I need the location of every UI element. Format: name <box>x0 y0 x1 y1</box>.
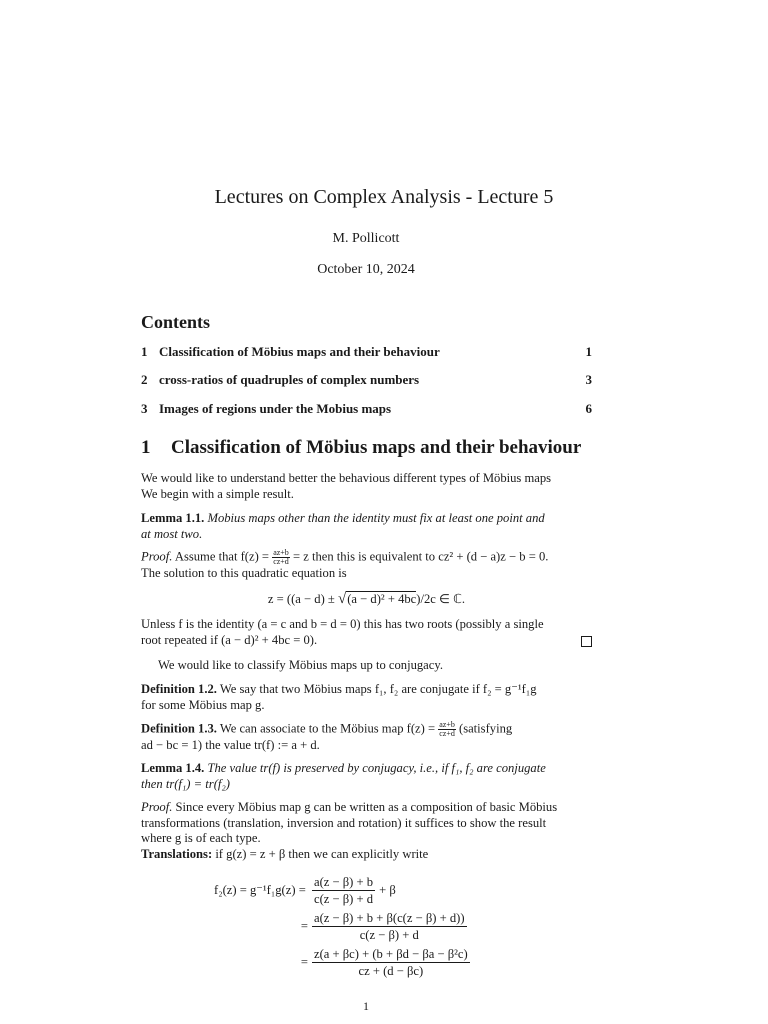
page-number: 1 <box>363 999 369 1013</box>
fraction <box>272 549 290 566</box>
numerator: z(a + βc) + (b + βd − βa − β²c) <box>314 946 468 961</box>
fraction <box>312 946 470 979</box>
lemma-text: Mobius maps other than the identity must fix at least one point and <box>207 511 545 525</box>
lemma-1-1 <box>141 511 592 542</box>
toc-title[interactable]: Classification of Möbius maps and their behaviour <box>159 344 440 359</box>
denominator: cz+d <box>273 557 289 566</box>
intro-paragraph <box>141 471 592 502</box>
lemma-text: at most two. <box>141 526 203 541</box>
contents-heading: Contents <box>141 312 211 332</box>
toc-title[interactable]: cross-ratios of quadruples of complex numbers <box>159 372 420 387</box>
text-span: if g(z) = z + β then we can explicitly write <box>215 846 429 861</box>
numerator: az+b <box>273 548 289 557</box>
text-line: where g is of each type. <box>141 831 261 845</box>
toc-title[interactable]: Images of regions under the Mobius maps <box>159 401 392 416</box>
text-span: We say that two Möbius maps f₁, f₂ are conjugate if f₂ = g⁻¹f₁g <box>219 682 537 696</box>
author: M. Pollicott <box>332 231 400 246</box>
lemma-label: Lemma 1.1. <box>141 511 205 525</box>
unless-paragraph <box>141 617 592 648</box>
equation-translation <box>214 872 470 980</box>
eq-lhs: f₂(z) = g⁻¹f₁g(z) = <box>214 883 306 897</box>
numerator: az+b <box>439 720 455 729</box>
definition-label: Definition 1.2. <box>141 682 217 696</box>
text-line: transformations (translation, inversion and rotation) it suffices to show the result <box>141 815 547 830</box>
equation-quadratic: z = ((a − d) ± √(a − d)² + 4bc)/2c ∈ ℂ. <box>267 591 466 607</box>
text-span: Assume that f(z) = <box>174 549 270 564</box>
text-line: The solution to this quadratic equation is <box>141 566 347 580</box>
text-line: for some Möbius map g. <box>141 697 265 712</box>
toc-page[interactable]: 3 <box>585 372 592 387</box>
qed-symbol <box>581 636 592 647</box>
toc-num: 2 <box>141 372 148 387</box>
eq-part: z = ((a − d) ± <box>267 592 335 606</box>
denominator: c(z − β) + d <box>314 891 374 906</box>
lemma-label: Lemma 1.4. <box>141 761 205 775</box>
text-line: root repeated if (a − d)² + 4bc = 0). <box>141 632 318 647</box>
fraction <box>312 874 375 907</box>
text-span: = z then this is equivalent to cz² + (d − a)z − b = 0. <box>292 549 549 564</box>
text-span: (satisfying <box>459 721 513 736</box>
eq-part: )/2c ∈ ℂ. <box>416 592 466 606</box>
text-span: We can associate to the Möbius map f(z) = <box>219 721 436 736</box>
toc-page[interactable]: 1 <box>585 344 592 359</box>
text-line: ad − bc = 1) the value tr(f) := a + d. <box>141 738 320 752</box>
lemma-text: then tr(f₁) = tr(f₂) <box>141 776 230 791</box>
denominator: cz+d <box>439 729 455 738</box>
definition-label: Definition 1.3. <box>141 721 217 736</box>
section-heading <box>141 437 581 459</box>
eq-part: + β <box>379 882 396 897</box>
proof-label: Proof. <box>141 549 173 564</box>
fraction <box>438 721 456 738</box>
toc-entry[interactable] <box>141 401 592 417</box>
numerator: a(z − β) + b + β(c(z − β) + d)) <box>314 910 465 925</box>
toc-page[interactable]: 6 <box>585 401 592 416</box>
classify-paragraph: We would like to classify Möbius maps up to conjugacy. <box>158 658 443 672</box>
numerator: a(z − β) + b <box>314 874 374 889</box>
toc-entry[interactable] <box>141 372 592 388</box>
proof-2 <box>141 800 592 862</box>
definition-1-3 <box>141 721 592 754</box>
denominator: cz + (d − βc) <box>358 963 424 978</box>
toc-num: 1 <box>141 344 148 359</box>
lemma-1-4 <box>141 761 592 792</box>
equals-sign: = <box>300 918 308 933</box>
sqrt-content: (a − d)² + 4bc <box>347 592 417 606</box>
toc-entry[interactable] <box>141 344 592 360</box>
text-span: Since every Möbius map g can be written as a composition of basic Möbius <box>175 800 558 814</box>
proof-1 <box>141 549 592 582</box>
section-number: 1 <box>141 437 151 458</box>
definition-1-2 <box>141 682 592 713</box>
fraction <box>312 910 467 943</box>
equals-sign: = <box>300 954 308 969</box>
text-line: We would like to understand better the behavious different types of Möbius maps <box>141 471 552 485</box>
toc-num: 3 <box>141 401 148 416</box>
lemma-text: The value tr(f) is preserved by conjugacy, i.e., if f₁, f₂ are conjugate <box>207 761 546 775</box>
translations-label: Translations: <box>141 846 213 861</box>
section-title: Classification of Möbius maps and their behaviour <box>171 437 582 458</box>
date: October 10, 2024 <box>317 262 415 277</box>
denominator: c(z − β) + d <box>359 927 419 942</box>
text-line: We begin with a simple result. <box>141 486 294 501</box>
proof-label: Proof. <box>141 800 173 814</box>
text-line: Unless f is the identity (a = c and b = d = 0) this has two roots (possibly a single <box>141 617 544 631</box>
paper-title: Lectures on Complex Analysis - Lecture 5 <box>214 186 554 208</box>
